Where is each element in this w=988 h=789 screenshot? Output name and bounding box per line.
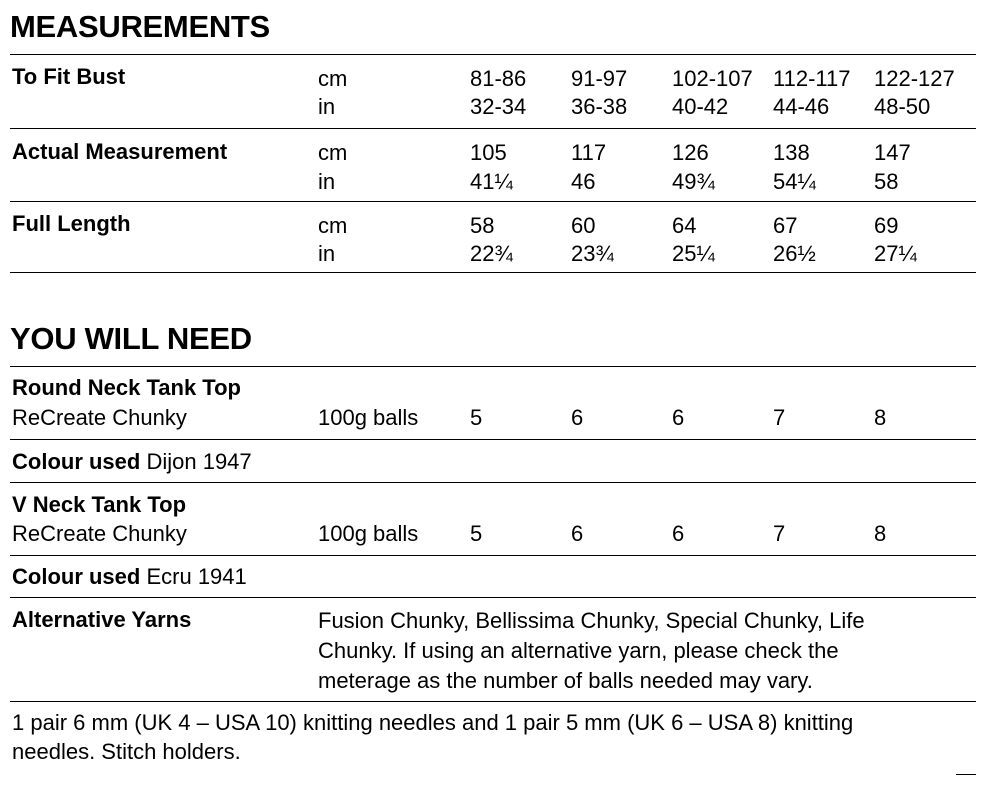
needles-line-1: 1 pair 6 mm (UK 4 – USA 10) knitting needles and 1 pair 5 mm (UK 6 – USA 8) knitting (12, 710, 854, 735)
divider (10, 439, 976, 440)
value-cm-size-4: 138 (773, 140, 810, 165)
value-cm-size-3: 126 (672, 140, 709, 165)
value-cm-size-5: 69 (874, 213, 899, 238)
colour-value: Ecru 1941 (146, 564, 247, 589)
value-in-size-4: 44-46 (773, 94, 830, 119)
value-cm-size-1: 58 (470, 213, 495, 238)
balls-size-1: 5 (470, 405, 483, 430)
balls-size-2: 6 (571, 405, 584, 430)
divider (10, 482, 976, 483)
alternative-yarns-line-1: Fusion Chunky, Bellissima Chunky, Special Chunky, Life (318, 608, 865, 633)
value-cm-size-3: 102-107 (672, 66, 753, 91)
unit-cm: cm (318, 140, 348, 165)
value-in-size-1: 32-34 (470, 94, 527, 119)
divider (10, 201, 976, 202)
value-in-size-4: 26½ (773, 241, 816, 266)
unit-in: in (318, 169, 336, 194)
colour-label: Colour used (12, 564, 141, 589)
divider (10, 597, 976, 598)
value-in-size-2: 36-38 (571, 94, 628, 119)
row-label: Full Length (12, 211, 131, 236)
alternative-yarns-line-2: Chunky. If using an alternative yarn, please check the (318, 638, 839, 663)
value-in-size-1: 22¾ (470, 241, 513, 266)
ball-unit: 100g balls (318, 405, 419, 430)
value-cm-size-3: 64 (672, 213, 697, 238)
value-in-size-3: 49¾ (672, 169, 715, 194)
needles-line-2: needles. Stitch holders. (12, 739, 241, 764)
divider (10, 272, 976, 273)
balls-size-2: 6 (571, 521, 584, 546)
you-will-need-heading: YOU WILL NEED (10, 321, 252, 356)
balls-size-1: 5 (470, 521, 483, 546)
balls-size-3: 6 (672, 521, 685, 546)
value-cm-size-2: 91-97 (571, 66, 628, 91)
value-in-size-1: 41¼ (470, 169, 513, 194)
value-cm-size-2: 60 (571, 213, 596, 238)
value-in-size-5: 27¼ (874, 241, 917, 266)
divider (956, 774, 976, 775)
balls-size-5: 8 (874, 405, 887, 430)
alternative-yarns-label: Alternative Yarns (12, 607, 192, 632)
value-in-size-2: 23¾ (571, 241, 614, 266)
round-neck-title: Round Neck Tank Top (12, 375, 241, 400)
value-cm-size-5: 147 (874, 140, 911, 165)
colour-used-v-neck (12, 564, 247, 590)
row-label: Actual Measurement (12, 139, 228, 164)
value-in-size-2: 46 (571, 169, 596, 194)
balls-size-4: 7 (773, 405, 786, 430)
value-in-size-5: 58 (874, 169, 899, 194)
value-cm-size-2: 117 (571, 140, 607, 165)
yarn-name: ReCreate Chunky (12, 405, 187, 430)
unit-in: in (318, 241, 336, 266)
value-cm-size-1: 81-86 (470, 66, 527, 91)
unit-in: in (318, 94, 336, 119)
ball-unit: 100g balls (318, 521, 419, 546)
colour-value: Dijon 1947 (146, 449, 252, 474)
unit-cm: cm (318, 66, 348, 91)
value-cm-size-4: 112-117 (773, 66, 851, 91)
divider (10, 701, 976, 702)
measurements-heading: MEASUREMENTS (10, 9, 270, 44)
divider (10, 555, 976, 556)
value-cm-size-5: 122-127 (874, 66, 955, 91)
value-in-size-3: 40-42 (672, 94, 729, 119)
value-cm-size-1: 105 (470, 140, 507, 165)
balls-size-4: 7 (773, 521, 786, 546)
v-neck-title: V Neck Tank Top (12, 492, 187, 517)
unit-cm: cm (318, 213, 348, 238)
value-in-size-4: 54¼ (773, 169, 816, 194)
colour-used-round-neck (12, 449, 252, 475)
value-in-size-5: 48-50 (874, 94, 931, 119)
balls-size-3: 6 (672, 405, 685, 430)
yarn-name: ReCreate Chunky (12, 521, 187, 546)
divider (10, 366, 976, 367)
divider (10, 128, 976, 129)
value-in-size-3: 25¼ (672, 241, 715, 266)
value-cm-size-4: 67 (773, 213, 798, 238)
colour-label: Colour used (12, 449, 141, 474)
alternative-yarns-line-3: meterage as the number of balls needed may vary. (318, 668, 813, 693)
row-label: To Fit Bust (12, 64, 126, 89)
divider (10, 54, 976, 55)
balls-size-5: 8 (874, 521, 887, 546)
